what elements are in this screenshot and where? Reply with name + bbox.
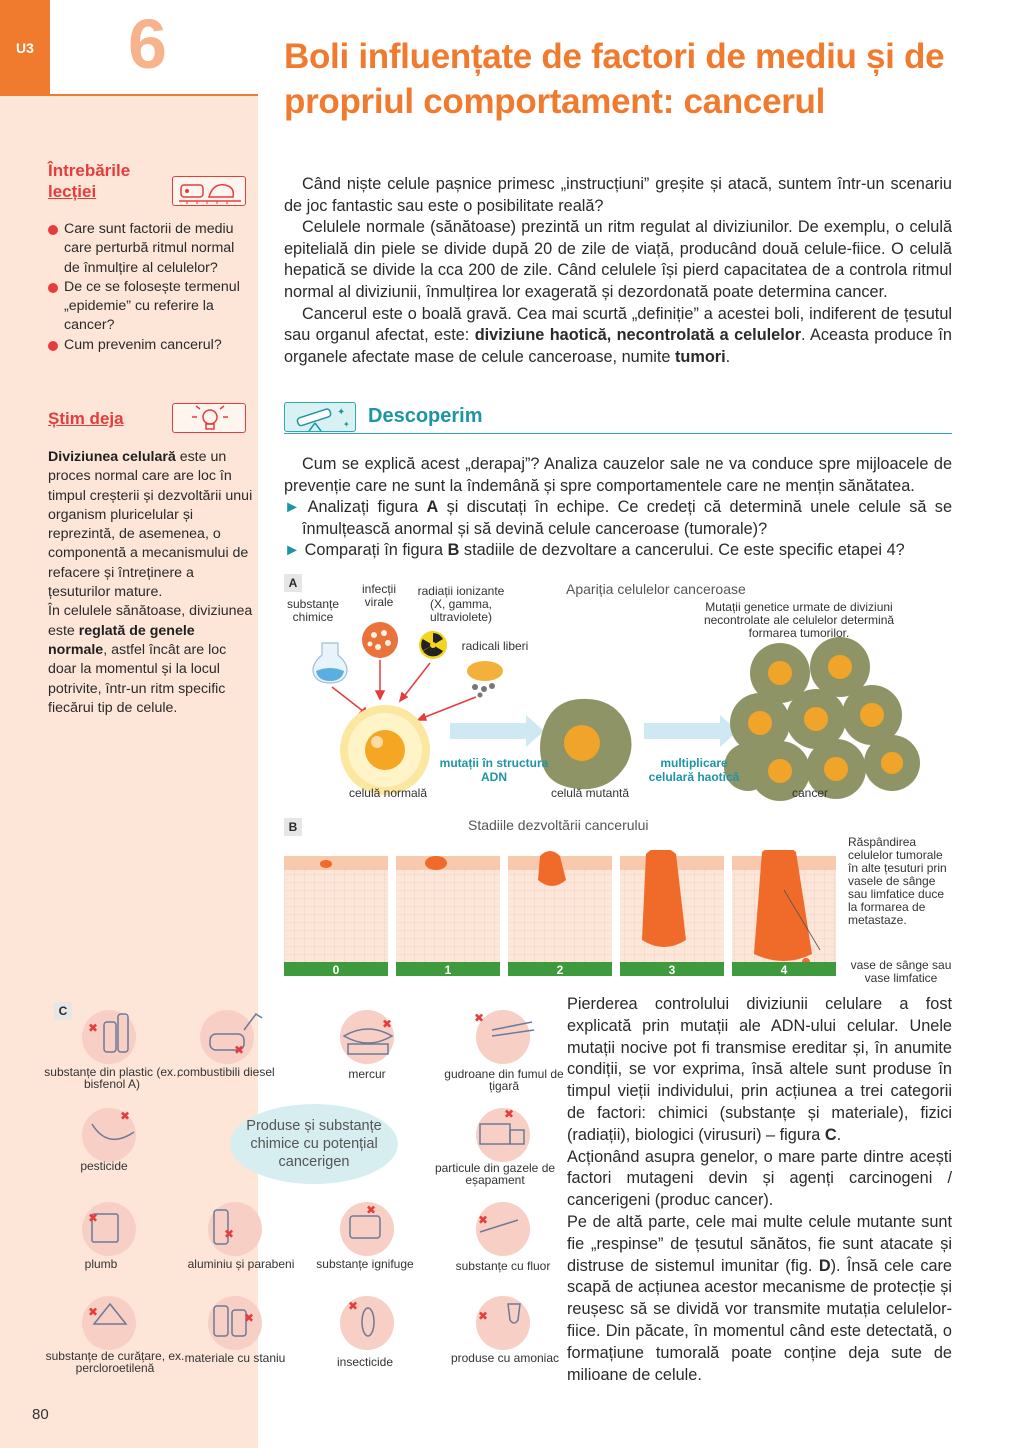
discover-section-header: [284, 402, 952, 434]
svg-text:✖: ✖: [244, 1311, 255, 1325]
svg-text:✖: ✖: [120, 1109, 131, 1123]
c-item-label: gudroane din fumul de țigară: [444, 1067, 564, 1093]
text-span: . Aceasta produce în organele afectate mase de celule canceroase, numite: [284, 326, 952, 366]
c-item-label: substanțe de curățare, ex. percloroetilenă: [45, 1349, 185, 1375]
bold-term: Diviziunea celulară: [48, 449, 176, 465]
c-item-label: substanțe din plastic (ex., bisfenol A): [44, 1065, 180, 1091]
text-span: În celulele sănătoase, diviziunea este: [48, 603, 253, 639]
normal-cell: [340, 705, 430, 795]
label-mutant-cell: celulă mutantă: [550, 786, 630, 800]
known-paragraph-2: [48, 602, 253, 718]
text-span: și discutați în echipe. Ce credeți că determină unele celule să se înmulțească anormal și să devină celule canceroase (tumorale)?: [302, 498, 952, 538]
figure-a-label: A: [284, 574, 302, 592]
label-infectii: infecții virale: [361, 582, 396, 609]
flask-icon: [313, 643, 347, 683]
svg-text:✖: ✖: [234, 1043, 245, 1057]
right-paragraph-2: Acționând asupra genelor, o mare parte dintre acești factori mutageni devin și agenți carcinogeni / cancerigeni (produc cancer).: [567, 1147, 952, 1210]
svg-text:✖: ✖: [88, 1211, 99, 1225]
list-item: Cum prevenim cancerul?: [48, 336, 248, 355]
bold-term: A: [426, 498, 439, 517]
stage-label: 3: [668, 963, 676, 977]
label-normal-cell: celulă normală: [348, 786, 428, 800]
svg-text:✖: ✖: [224, 1227, 235, 1241]
figure-a-note: Mutații genetice urmate de diviziuni necontrolate ale celulelor determină formarea tumorilor.: [703, 600, 895, 640]
triangle-bullet-icon: ►: [284, 541, 301, 560]
bold-term: B: [447, 541, 460, 560]
c-item-label: insecticide: [336, 1355, 394, 1369]
svg-text:✦: ✦: [343, 420, 350, 429]
arrow-right-icon: [644, 715, 738, 747]
text-span: stadiile de dezvoltare a cancerului. Ce este specific etapei 4?: [459, 541, 905, 560]
cancer-stages-illustration: [284, 850, 844, 980]
arrow-label-mutations: mutații în structura ADN: [439, 756, 549, 784]
text-span: Analizați figura: [307, 498, 427, 517]
c-item-label: substanțe cu fluor: [455, 1259, 551, 1273]
c-item-label: particule din gazele de eșapament: [434, 1161, 556, 1187]
figure-c-center: Produse și substanțe chimice cu potențial cancerigen: [230, 1104, 398, 1184]
stage-label: 1: [444, 963, 452, 977]
discover-bullet-2: [284, 540, 952, 562]
c-item-label: aluminiu și parabeni: [187, 1257, 295, 1271]
bold-term: C: [824, 1125, 837, 1144]
discover-text: [284, 454, 952, 562]
figure-a-title: Apariția celulelor canceroase: [566, 581, 746, 597]
intro-text: [284, 174, 952, 368]
text-span: , astfel încât are loc doar la momentul și la locul potrivite, într-un ritm specific fiecărui tip de celule.: [48, 641, 227, 716]
text-span: .: [836, 1125, 842, 1144]
label-vessels: vase de sânge sau vase limfatice: [850, 958, 952, 985]
page-number: 80: [32, 1406, 49, 1423]
bold-term: tumori: [675, 347, 726, 366]
bold-term: D: [818, 1256, 831, 1275]
c-item-label: pesticide: [80, 1159, 128, 1173]
virus-icon: [362, 622, 398, 658]
triangle-bullet-icon: ►: [284, 498, 301, 517]
intro-paragraph-2: Celulele normale (sănătoase) prezintă un ritm regulat al diviziunilor. De exemplu, o celulă epitelială din piele se divide după 20 de zile de viață, producând două celule-fiice. O celulă hepatică se divide la cca 200 de zile. Când celulele își pierd capacitatea de a controla ritmul normal al diviziunii, înmulțirea lor exagerată și dezordonată poate determina cancer.: [284, 218, 952, 301]
bold-term: diviziune haotică, necontrolată a celulelor: [474, 326, 802, 345]
c-item-label: combustibili diesel: [177, 1065, 275, 1079]
stage-label: 0: [332, 963, 340, 977]
questions-heading-line2: lecției: [48, 182, 97, 201]
lightbulb-icon: [172, 403, 246, 433]
svg-text:✖: ✖: [478, 1309, 489, 1323]
bold-term: reglată de genele normale: [48, 622, 195, 658]
c-item-label: produse cu amoniac: [450, 1351, 560, 1365]
questions-heading-line1: Întrebările: [48, 161, 131, 180]
arrow-label-multiplication: multiplicare celulară haotică: [648, 756, 740, 784]
svg-text:✖: ✖: [88, 1021, 99, 1035]
label-cancer: cancer: [791, 786, 829, 800]
stage-label: 2: [556, 963, 564, 977]
svg-text:✖: ✖: [348, 1299, 359, 1313]
discover-title: Descoperim: [368, 405, 483, 427]
label-radicali: radicali liberi: [461, 639, 529, 653]
text-span: Cancerul este o boală gravă. Cea mai scurtă „definiție” a acestei boli, indiferent de țesutul sau organul afectat, este:: [284, 304, 952, 345]
text-span: .: [725, 347, 731, 366]
text-span: ). Însă cele care scapă de acțiunea acestor mecanisme de protecție și reușesc să se dividă vor transmite mutația celulelor-fiice. Din păcate, în momentul când este detectată, o formațiune tumorală poate conține deja sute de milioane de celule.: [567, 1256, 952, 1384]
questions-list: [48, 220, 248, 355]
text-span: este un proces normal care are loc în timpul creșterii și dezvoltării unui organism pluricelular și reprezintă, de asemenea, o componentă a mecanismului de refacere și întreținere a țesuturilor mature.: [48, 449, 253, 601]
figure-b-label: B: [284, 818, 302, 836]
svg-text:✦: ✦: [337, 407, 346, 418]
text-span: Pierderea controlului diviziunii celulare a fost explicată prin mutații ale ADN-ului celular. Unele mutații nocive pot fi transmise ereditar și, în anumite condiții, se vor exprima, însă altele sunt produse în timpul vieții individului, prin acțiunea a trei categorii de factori: chimici (substanțe și materiale), fizici (radiații), biologici (virusuri) – figura: [567, 995, 952, 1144]
label-substante: substanțe chimice: [286, 597, 340, 624]
c-item-label: materiale cu staniu: [184, 1351, 286, 1365]
unit-tab: U3: [0, 0, 50, 96]
header-rule: [50, 94, 258, 96]
ruler-meat-icon: [172, 176, 246, 206]
questions-heading: [48, 160, 130, 202]
svg-text:✖: ✖: [504, 1107, 515, 1121]
stage-label: 4: [780, 963, 788, 977]
c-item-label: plumb: [84, 1257, 118, 1271]
right-paragraph-1: [567, 994, 952, 1147]
known-paragraph-1: [48, 448, 253, 602]
intro-paragraph-3: [284, 304, 952, 369]
arrow-right-icon: [450, 715, 544, 747]
figure-b-title: Stadiile dezvoltării cancerului: [468, 817, 649, 833]
discover-paragraph: Cum se explică acest „derapaj”? Analiza cauzelor sale ne va conduce spre mijloacele de prevenție care ne sunt la îndemână și spre comportamentele care ne mențin sănătatea.: [284, 455, 952, 495]
svg-text:✖: ✖: [474, 1011, 485, 1025]
svg-text:✖: ✖: [478, 1213, 489, 1227]
list-item: Care sunt factorii de mediu care perturbă ritmul normal de înmulțire al celulelor?: [48, 220, 248, 278]
right-column-text: [567, 994, 952, 1386]
radicals-icon: [467, 661, 503, 698]
known-text: [48, 448, 253, 718]
svg-text:✖: ✖: [366, 1203, 377, 1217]
discover-bullet-1: [284, 497, 952, 540]
mutant-cell: [540, 699, 632, 789]
figure-c-label: C: [54, 1002, 72, 1020]
label-radiatii: radiații ionizante (X, gamma, ultraviolete): [417, 584, 505, 624]
radiation-icon: [418, 631, 447, 659]
svg-text:✖: ✖: [88, 1305, 99, 1319]
c-item-label: substanțe ignifuge: [316, 1257, 414, 1271]
svg-text:✖: ✖: [382, 1017, 393, 1031]
c-item-label: mercur: [348, 1067, 386, 1081]
telescope-icon: [284, 402, 356, 432]
list-item: De ce se folosește termenul „epidemie” cu referire la cancer?: [48, 278, 248, 336]
figure-b-note: Răspândirea celulelor tumorale în alte țesuturi prin vasele de sânge sau limfatice duce la formarea de metastaze.: [848, 835, 947, 927]
figure-c-icons: [48, 1000, 558, 1400]
known-heading: Știm deja: [48, 409, 124, 428]
text-span: Comparați în figura: [304, 541, 448, 560]
page-title: Boli influențate de factori de mediu și de propriul comportament: cancerul: [284, 37, 945, 121]
lesson-number: 6: [128, 5, 167, 83]
intro-paragraph-1: Când niște celule pașnice primesc „instrucțiuni” greșite și atacă, suntem într-un scenariu de joc fantastic sau este o posibilitate reală?: [284, 175, 952, 215]
right-paragraph-3: [567, 1212, 952, 1386]
text-span: Pe de altă parte, cele mai multe celule mutante sunt fie „respinse” de țesutul sănătos, fie sunt atacate și distruse de sistemul imunitar (fig.: [567, 1212, 952, 1275]
